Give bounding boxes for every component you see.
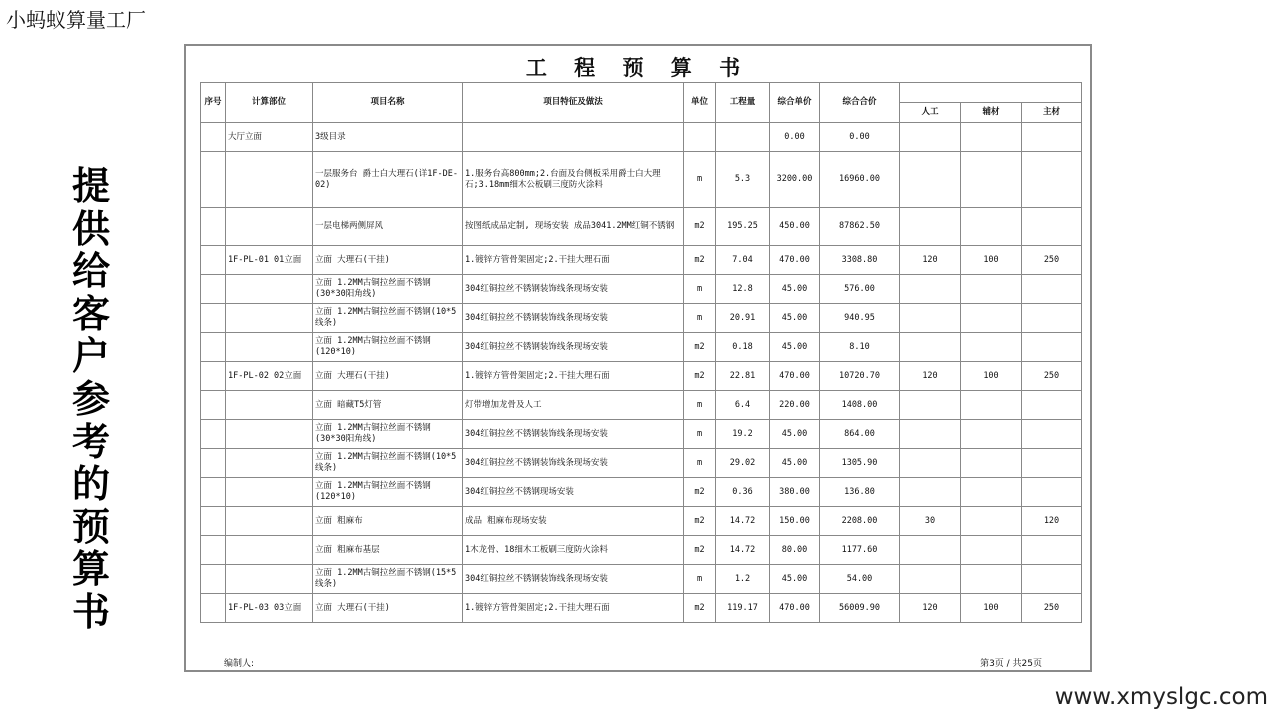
table-row [201, 304, 1082, 333]
compiler-label: 编制人: [224, 659, 255, 669]
cell-price: 45.00 [770, 449, 820, 478]
cell-qty: 0.18 [716, 333, 770, 362]
cell-aux [961, 152, 1022, 208]
cell-total: 2208.00 [820, 507, 900, 536]
cell-price: 470.00 [770, 594, 820, 623]
cell-item: 立面 暗藏T5灯管 [313, 391, 463, 420]
cell-total: 136.80 [820, 478, 900, 507]
cell-part: 1F-PL-02 02立面 [226, 362, 313, 391]
page-info: 第3页 / 共25页 [980, 659, 1042, 669]
cell-total: 54.00 [820, 565, 900, 594]
cell-part [226, 275, 313, 304]
header-main: 主材 [1022, 103, 1082, 123]
cell-unit: m2 [684, 362, 716, 391]
cell-labor [900, 152, 961, 208]
cell-main [1022, 208, 1082, 246]
cell-unit: m [684, 449, 716, 478]
cell-item: 立面 1.2MM古铜拉丝面不锈钢(30*30阳角线) [313, 275, 463, 304]
cell-price: 45.00 [770, 333, 820, 362]
budget-table-body [201, 123, 1082, 623]
table-row [201, 391, 1082, 420]
cell-main: 250 [1022, 594, 1082, 623]
side-char: 预 [71, 503, 110, 549]
cell-labor [900, 565, 961, 594]
cell-labor [900, 275, 961, 304]
header-unit: 单位 [684, 83, 716, 123]
cell-seq [201, 304, 226, 333]
cell-unit: m [684, 420, 716, 449]
cell-aux [961, 123, 1022, 152]
cell-seq [201, 420, 226, 449]
cell-price: 450.00 [770, 208, 820, 246]
cell-seq [201, 123, 226, 152]
cell-unit: m [684, 565, 716, 594]
cell-qty: 14.72 [716, 536, 770, 565]
cell-price: 0.00 [770, 123, 820, 152]
table-row [201, 362, 1082, 391]
cell-spec: 304红铜拉丝不锈钢装饰线条现场安装 [463, 275, 684, 304]
cell-price: 45.00 [770, 565, 820, 594]
cell-aux [961, 420, 1022, 449]
cell-labor [900, 208, 961, 246]
header-cost-breakdown [900, 83, 1082, 103]
cell-item: 立面 1.2MM古铜拉丝面不锈钢(120*10) [313, 333, 463, 362]
cell-main [1022, 478, 1082, 507]
cell-spec: 304红铜拉丝不锈钢装饰线条现场安装 [463, 449, 684, 478]
header-price: 综合单价 [770, 83, 820, 123]
cell-total: 0.00 [820, 123, 900, 152]
cell-seq [201, 333, 226, 362]
cell-qty: 119.17 [716, 594, 770, 623]
cell-part [226, 420, 313, 449]
cell-part [226, 449, 313, 478]
cell-labor [900, 391, 961, 420]
table-row [201, 333, 1082, 362]
cell-labor [900, 333, 961, 362]
cell-unit: m [684, 391, 716, 420]
cell-price: 3200.00 [770, 152, 820, 208]
cell-labor: 120 [900, 362, 961, 391]
budget-sheet [184, 44, 1092, 672]
cell-price: 220.00 [770, 391, 820, 420]
cell-seq [201, 507, 226, 536]
cell-unit: m [684, 275, 716, 304]
cell-aux: 100 [961, 246, 1022, 275]
cell-seq [201, 536, 226, 565]
cell-price: 470.00 [770, 362, 820, 391]
cell-main [1022, 391, 1082, 420]
cell-unit [684, 123, 716, 152]
cell-part [226, 208, 313, 246]
cell-total: 940.95 [820, 304, 900, 333]
table-row [201, 152, 1082, 208]
cell-total: 16960.00 [820, 152, 900, 208]
cell-price: 45.00 [770, 275, 820, 304]
cell-spec: 按图纸成品定制, 现场安装 成品3041.2MM红铜不锈钢 [463, 208, 684, 246]
cell-seq [201, 565, 226, 594]
cell-seq [201, 478, 226, 507]
cell-labor [900, 449, 961, 478]
cell-price: 45.00 [770, 304, 820, 333]
table-row [201, 478, 1082, 507]
cell-aux: 100 [961, 362, 1022, 391]
cell-item: 立面 1.2MM古铜拉丝面不锈钢(10*5线条) [313, 449, 463, 478]
side-vertical-text [66, 165, 116, 634]
table-row [201, 246, 1082, 275]
cell-seq [201, 208, 226, 246]
cell-main [1022, 449, 1082, 478]
side-char: 户 [71, 333, 110, 379]
side-char: 的 [71, 461, 110, 507]
cell-qty: 6.4 [716, 391, 770, 420]
cell-total: 576.00 [820, 275, 900, 304]
cell-item: 3级目录 [313, 123, 463, 152]
cell-seq [201, 594, 226, 623]
cell-unit: m [684, 304, 716, 333]
cell-unit: m2 [684, 536, 716, 565]
side-char: 考 [71, 418, 110, 464]
cell-price: 150.00 [770, 507, 820, 536]
cell-part [226, 565, 313, 594]
header-labor: 人工 [900, 103, 961, 123]
cell-unit: m2 [684, 594, 716, 623]
document-title: 工 程 预 算 书 [525, 55, 751, 80]
cell-seq [201, 246, 226, 275]
header-part: 计算部位 [226, 83, 313, 123]
website-url: www.xmyslgc.com [1054, 684, 1268, 710]
cell-part [226, 304, 313, 333]
header-seq: 序号 [201, 83, 226, 123]
cell-main [1022, 420, 1082, 449]
cell-aux [961, 275, 1022, 304]
cell-item: 立面 1.2MM古铜拉丝面不锈钢(30*30阳角线) [313, 420, 463, 449]
cell-qty: 195.25 [716, 208, 770, 246]
table-row [201, 449, 1082, 478]
cell-labor: 120 [900, 594, 961, 623]
cell-part: 1F-PL-03 03立面 [226, 594, 313, 623]
cell-qty [716, 123, 770, 152]
cell-main: 120 [1022, 507, 1082, 536]
cell-main [1022, 536, 1082, 565]
cell-part [226, 507, 313, 536]
table-row [201, 123, 1082, 152]
table-row [201, 594, 1082, 623]
cell-item: 立面 大理石(干挂) [313, 362, 463, 391]
cell-price: 45.00 [770, 420, 820, 449]
cell-unit: m2 [684, 478, 716, 507]
cell-labor [900, 123, 961, 152]
cell-aux [961, 507, 1022, 536]
table-row [201, 208, 1082, 246]
cell-price: 380.00 [770, 478, 820, 507]
cell-aux [961, 536, 1022, 565]
cell-main: 250 [1022, 362, 1082, 391]
header-aux: 辅材 [961, 103, 1022, 123]
cell-main [1022, 275, 1082, 304]
cell-part [226, 391, 313, 420]
header-spec: 项目特征及做法 [463, 83, 684, 123]
cell-labor [900, 304, 961, 333]
cell-total: 1408.00 [820, 391, 900, 420]
cell-qty: 1.2 [716, 565, 770, 594]
side-char: 客 [71, 290, 110, 336]
cell-part [226, 152, 313, 208]
cell-qty: 0.36 [716, 478, 770, 507]
cell-qty: 29.02 [716, 449, 770, 478]
cell-labor [900, 478, 961, 507]
cell-aux [961, 333, 1022, 362]
cell-qty: 14.72 [716, 507, 770, 536]
cell-spec: 1.镀锌方管骨架固定;2.干挂大理石面 [463, 246, 684, 275]
cell-qty: 7.04 [716, 246, 770, 275]
cell-part [226, 333, 313, 362]
cell-aux [961, 449, 1022, 478]
side-char: 算 [71, 546, 110, 592]
cell-unit: m2 [684, 208, 716, 246]
cell-seq [201, 275, 226, 304]
table-row [201, 275, 1082, 304]
cell-seq [201, 391, 226, 420]
cell-aux [961, 208, 1022, 246]
cell-item: 立面 大理石(干挂) [313, 246, 463, 275]
cell-unit: m2 [684, 507, 716, 536]
cell-part: 大厅立面 [226, 123, 313, 152]
cell-spec: 1.镀锌方管骨架固定;2.干挂大理石面 [463, 594, 684, 623]
cell-item: 立面 1.2MM古铜拉丝面不锈钢(10*5线条) [313, 304, 463, 333]
header-total: 综合合价 [820, 83, 900, 123]
cell-total: 87862.50 [820, 208, 900, 246]
cell-item: 一层电梯两侧屏风 [313, 208, 463, 246]
cell-spec: 304红铜拉丝不锈钢装饰线条现场安装 [463, 565, 684, 594]
cell-unit: m2 [684, 333, 716, 362]
side-char: 提 [71, 163, 110, 208]
table-row [201, 507, 1082, 536]
cell-labor: 120 [900, 246, 961, 275]
header-item: 项目名称 [313, 83, 463, 123]
cell-qty: 20.91 [716, 304, 770, 333]
header-qty: 工程量 [716, 83, 770, 123]
table-row [201, 420, 1082, 449]
cell-aux: 100 [961, 594, 1022, 623]
side-char: 给 [71, 248, 110, 294]
cell-item: 立面 1.2MM古铜拉丝面不锈钢(120*10) [313, 478, 463, 507]
cell-qty: 22.81 [716, 362, 770, 391]
cell-spec: 304红铜拉丝不锈钢现场安装 [463, 478, 684, 507]
cell-total: 1305.90 [820, 449, 900, 478]
cell-price: 80.00 [770, 536, 820, 565]
cell-aux [961, 391, 1022, 420]
cell-item: 立面 粗麻布基层 [313, 536, 463, 565]
cell-qty: 19.2 [716, 420, 770, 449]
table-row [201, 536, 1082, 565]
cell-total: 56009.90 [820, 594, 900, 623]
cell-total: 3308.80 [820, 246, 900, 275]
cell-total: 1177.60 [820, 536, 900, 565]
side-char: 参 [71, 375, 110, 421]
cell-main [1022, 152, 1082, 208]
cell-item: 一层服务台 爵士白大理石(详1F-DE-02) [313, 152, 463, 208]
cell-total: 864.00 [820, 420, 900, 449]
cell-aux [961, 304, 1022, 333]
cell-aux [961, 478, 1022, 507]
cell-aux [961, 565, 1022, 594]
cell-main [1022, 333, 1082, 362]
cell-qty: 12.8 [716, 275, 770, 304]
cell-spec: 304红铜拉丝不锈钢装饰线条现场安装 [463, 333, 684, 362]
budget-table [200, 82, 1082, 623]
cell-part: 1F-PL-01 01立面 [226, 246, 313, 275]
side-char: 书 [71, 588, 110, 634]
cell-item: 立面 大理石(干挂) [313, 594, 463, 623]
cell-total: 10720.70 [820, 362, 900, 391]
cell-total: 8.10 [820, 333, 900, 362]
cell-spec: 304红铜拉丝不锈钢装饰线条现场安装 [463, 304, 684, 333]
table-row [201, 565, 1082, 594]
cell-unit: m2 [684, 246, 716, 275]
cell-qty: 5.3 [716, 152, 770, 208]
cell-main [1022, 123, 1082, 152]
cell-main [1022, 565, 1082, 594]
cell-part [226, 536, 313, 565]
cell-spec: 304红铜拉丝不锈钢装饰线条现场安装 [463, 420, 684, 449]
cell-unit: m [684, 152, 716, 208]
cell-spec: 1.服务台高800mm;2.台面及台侧板采用爵士白大理石;3.18mm细木公板刷三度防火涂料 [463, 152, 684, 208]
brand-title: 小蚂蚁算量工厂 [6, 8, 146, 32]
cell-price: 470.00 [770, 246, 820, 275]
cell-labor [900, 536, 961, 565]
cell-spec [463, 123, 684, 152]
side-char: 供 [71, 205, 110, 251]
cell-item: 立面 1.2MM古铜拉丝面不锈钢(15*5线条) [313, 565, 463, 594]
cell-spec: 1.镀锌方管骨架固定;2.干挂大理石面 [463, 362, 684, 391]
cell-spec: 1木龙骨、18细木工板刷三度防火涂料 [463, 536, 684, 565]
cell-seq [201, 449, 226, 478]
cell-labor: 30 [900, 507, 961, 536]
cell-part [226, 478, 313, 507]
cell-spec: 成品 粗麻布现场安装 [463, 507, 684, 536]
cell-main: 250 [1022, 246, 1082, 275]
cell-main [1022, 304, 1082, 333]
cell-labor [900, 420, 961, 449]
cell-item: 立面 粗麻布 [313, 507, 463, 536]
cell-seq [201, 152, 226, 208]
cell-seq [201, 362, 226, 391]
cell-spec: 灯带增加龙骨及人工 [463, 391, 684, 420]
